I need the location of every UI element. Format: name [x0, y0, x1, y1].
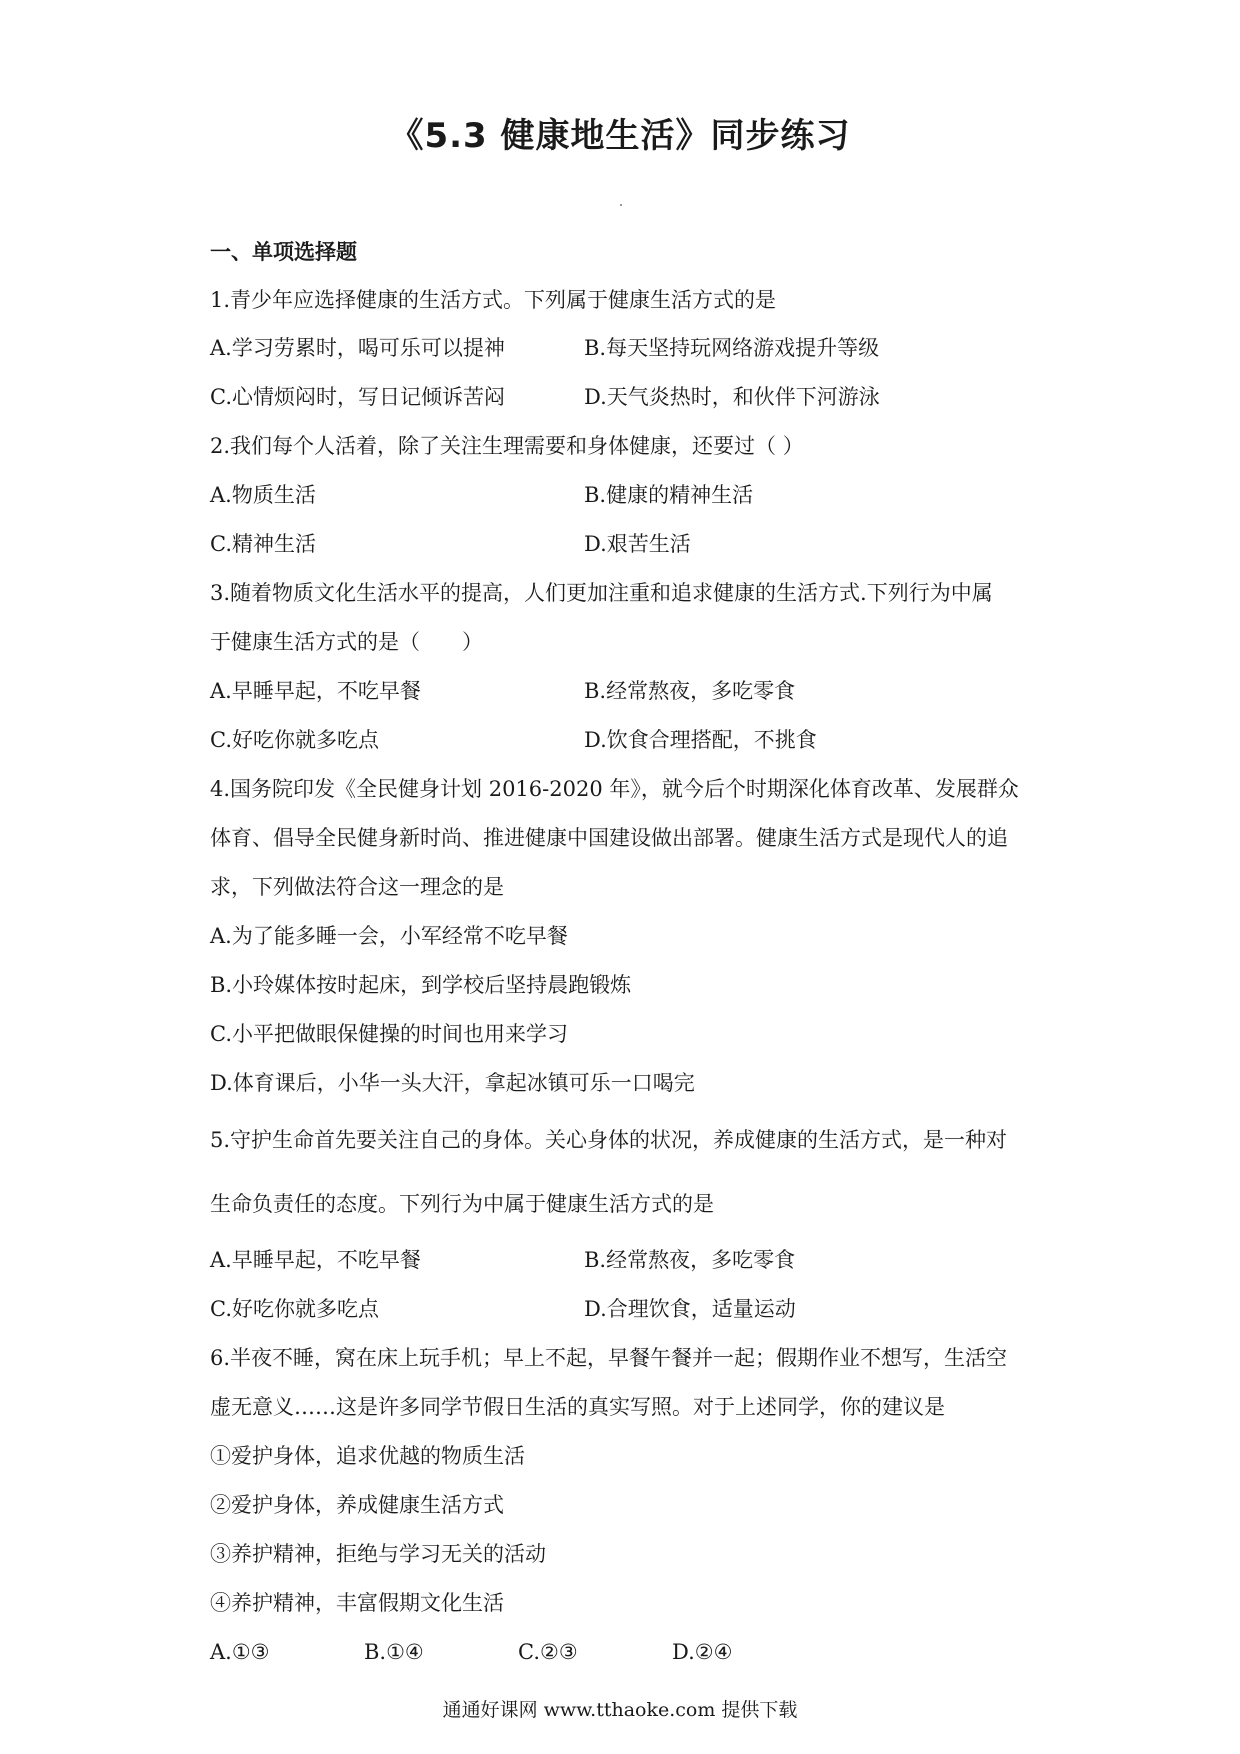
- question-4-option-a: A.为了能多睡一会，小军经常不吃早餐: [210, 924, 568, 948]
- question-2-option-b: B.健康的精神生活: [584, 483, 754, 507]
- question-5-option-d: D.合理饮食，适量运动: [584, 1297, 796, 1321]
- question-6-stem-line-2: 虚无意义……这是许多同学节假日生活的真实写照。对于上述同学，你的建议是: [210, 1395, 945, 1419]
- question-6-statement-3: ③养护精神，拒绝与学习无关的活动: [210, 1542, 546, 1566]
- question-3-option-c: C.好吃你就多吃点: [210, 728, 379, 752]
- question-1-option-d: D.天气炎热时，和伙伴下河游泳: [584, 385, 880, 409]
- question-5-stem-line-2: 生命负责任的态度。下列行为中属于健康生活方式的是: [210, 1192, 714, 1216]
- question-4-option-d: D.体育课后，小华一头大汗，拿起冰镇可乐一口喝完: [210, 1071, 695, 1095]
- question-5-option-c: C.好吃你就多吃点: [210, 1297, 379, 1321]
- stray-dot: [620, 204, 622, 206]
- section-heading: 一、单项选择题: [210, 240, 357, 264]
- question-3-option-a: A.早睡早起，不吃早餐: [210, 679, 421, 703]
- question-3-stem-line-1: 3.随着物质文化生活水平的提高，人们更加注重和追求健康的生活方式.下列行为中属: [210, 581, 993, 605]
- question-2-option-c: C.精神生活: [210, 532, 316, 556]
- question-6-stem-line-1: 6.半夜不睡，窝在床上玩手机；早上不起，早餐午餐并一起；假期作业不想写，生活空: [210, 1346, 1008, 1370]
- question-3-option-d: D.饮食合理搭配，不挑食: [584, 728, 817, 752]
- question-1-stem: 1.青少年应选择健康的生活方式。下列属于健康生活方式的是: [210, 288, 777, 312]
- question-5-option-b: B.经常熬夜，多吃零食: [584, 1248, 796, 1272]
- question-6-statement-1: ①爱护身体，追求优越的物质生活: [210, 1444, 525, 1468]
- question-6-option-d: D.②④: [672, 1640, 733, 1664]
- question-3-stem-line-2: 于健康生活方式的是（ ）: [210, 630, 483, 654]
- question-1-option-a: A.学习劳累时，喝可乐可以提神: [210, 336, 505, 360]
- question-1-option-b: B.每天坚持玩网络游戏提升等级: [584, 336, 880, 360]
- question-3-option-b: B.经常熬夜，多吃零食: [584, 679, 796, 703]
- question-2-option-d: D.艰苦生活: [584, 532, 691, 556]
- question-6-option-c: C.②③: [518, 1640, 578, 1664]
- question-6-statement-2: ②爱护身体，养成健康生活方式: [210, 1493, 504, 1517]
- question-6-statement-4: ④养护精神，丰富假期文化生活: [210, 1591, 504, 1615]
- question-2-option-a: A.物质生活: [210, 483, 316, 507]
- question-4-option-b: B.小玲媒体按时起床，到学校后坚持晨跑锻炼: [210, 973, 632, 997]
- question-6-option-b: B.①④: [364, 1640, 424, 1664]
- page-title: 《5.3 健康地生活》同步练习: [389, 116, 851, 156]
- question-4-stem-line-1: 4.国务院印发《全民健身计划 2016-2020 年》，就今后个时期深化体育改革、发展群众: [210, 777, 1019, 801]
- question-4-stem-line-2: 体育、倡导全民健身新时尚、推进健康中国建设做出部署。健康生活方式是现代人的追: [210, 826, 1008, 850]
- question-2-stem: 2.我们每个人活着，除了关注生理需要和身体健康，还要过（ ）: [210, 434, 804, 458]
- question-5-stem-line-1: 5.守护生命首先要关注自己的身体。关心身体的状况，养成健康的生活方式，是一种对: [210, 1128, 1008, 1152]
- question-6-option-a: A.①③: [210, 1640, 270, 1664]
- question-1-option-c: C.心情烦闷时，写日记倾诉苦闷: [210, 385, 505, 409]
- footer-credit: 通通好课网 www.tthaoke.com 提供下载: [442, 1699, 798, 1721]
- question-4-stem-line-3: 求，下列做法符合这一理念的是: [210, 875, 504, 899]
- question-5-option-a: A.早睡早起，不吃早餐: [210, 1248, 421, 1272]
- question-4-option-c: C.小平把做眼保健操的时间也用来学习: [210, 1022, 568, 1046]
